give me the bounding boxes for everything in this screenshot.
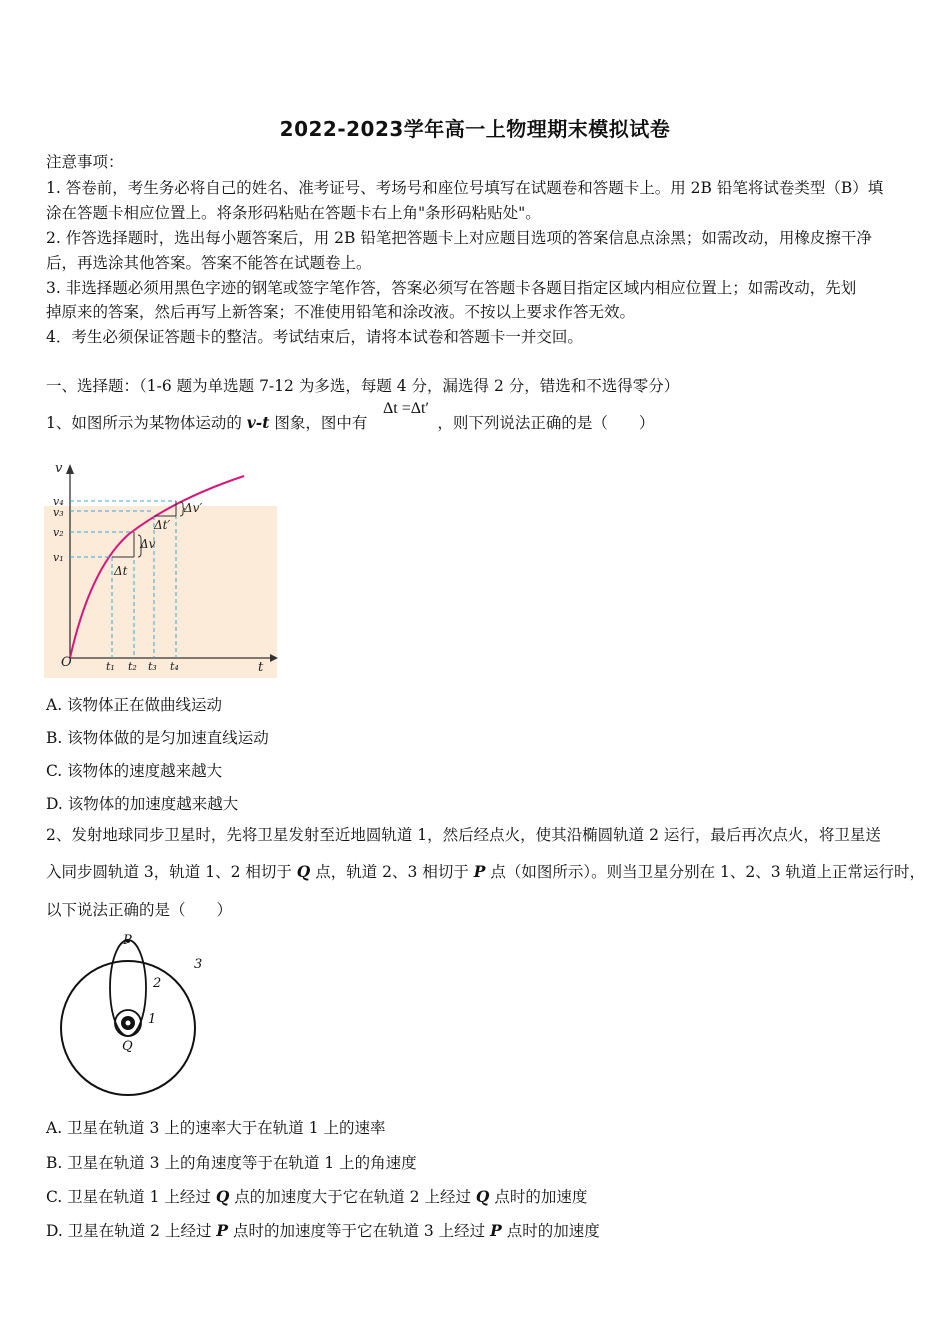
q2-option-b: B. 卫星在轨道 3 上的角速度等于在轨道 1 上的角速度 [46,1154,417,1172]
label-v4: v₄ [53,495,64,508]
q1-option-d: D. 该物体的加速度越来越大 [46,795,239,813]
label-dv2: Δv′ [184,501,203,515]
q2-line-3: 以下说法正确的是（ ） [46,901,233,919]
label-dt2: Δt′ [154,518,171,532]
label-v1: v₁ [53,551,64,564]
q2-q-point: Q [296,862,311,881]
page-title: 2022-2023学年高一上物理期末模拟试卷 [279,117,671,141]
q1-stem-a: 1、如图所示为某物体运动的 [46,414,247,432]
q2-c-part2: 点的加速度大于它在轨道 2 上经过 [229,1188,476,1206]
q1-formula: Δt =Δt′ [383,400,429,417]
t-axis-label: t [258,660,264,675]
label-t3: t₃ [148,660,157,673]
label-dv: Δv [140,537,156,551]
origin-label: O [61,655,72,670]
label-t4: t₄ [170,660,179,673]
q2-option-c [46,1185,587,1207]
notice-line-2: 涂在答题卡相应位置上。将条形码粘贴在答题卡右上角"条形码粘贴处"。 [46,204,541,222]
label-orbit-3: 3 [194,957,203,972]
q2-d-part3: 点时的加速度 [501,1222,600,1240]
q2-c-part1: C. 卫星在轨道 1 上经过 [46,1188,216,1206]
q1-option-c: C. 该物体的速度越来越大 [46,762,223,780]
notice-line-6: 掉原来的答案，然后再写上新答案；不准使用铅笔和涂改液。不按以上要求作答无效。 [46,303,636,321]
q2-option-d [46,1219,600,1241]
label-orbit-2: 2 [153,976,162,991]
notice-line-4: 后，再选涂其他答案。答案不能答在试题卷上。 [46,254,372,272]
q2-c-q1: Q [215,1187,230,1206]
v-axis-arrow [66,464,74,474]
q2-d-part1: D. 卫星在轨道 2 上经过 [46,1222,217,1240]
q2-line-1: 2、发射地球同步卫星时，先将卫星发射至近地圆轨道 1，然后经点火，使其沿椭圆轨道 2 运行，最后再次点火，将卫星送 [46,826,881,844]
vt-graph [44,456,279,678]
q1-option-b: B. 该物体做的是匀加速直线运动 [46,729,269,747]
q2-d-part2: 点时的加速度等于它在轨道 3 上经过 [228,1222,491,1240]
q2-d-p2: P [490,1221,502,1240]
label-q: Q [122,1039,133,1054]
q2-l2a: 入同步圆轨道 3，轨道 1、2 相切于 [46,863,297,881]
q1-option-a: A. 该物体正在做曲线运动 [46,696,223,714]
notice-line-1: 1. 答卷前，考生务必将自己的姓名、准考证号、考场号和座位号填写在试题卷和答题卡上。用 2B 铅笔将试卷类型（B）填 [46,179,884,197]
orbit-diagram [56,932,206,1097]
label-v2: v₂ [53,526,64,539]
q2-l2b: 点，轨道 2、3 相切于 [310,863,474,881]
label-t2: t₂ [128,660,137,673]
q1-stem-c: ，则下列说法正确的是（ ） [437,414,655,432]
question-1-stem [46,413,654,433]
q2-c-q2: Q [475,1187,490,1206]
label-p: P [123,933,132,948]
label-dt: Δt [114,564,128,578]
q2-c-part3: 点时的加速度 [489,1188,588,1206]
section-heading: 一、选择题：（1-6 题为单选题 7-12 为多选，每题 4 分，漏选得 2 分，错选和不选得零分） [46,377,680,395]
q2-line-2 [46,862,925,882]
q2-option-a: A. 卫星在轨道 3 上的速率大于在轨道 1 上的速率 [46,1119,386,1137]
q1-stem-vt: v-t [246,413,270,432]
label-v3: v₃ [53,506,64,519]
label-orbit-1: 1 [148,1012,157,1027]
v-axis-label: v [55,461,63,476]
q2-d-p1: P [216,1221,229,1240]
notice-line-3: 2. 作答选择题时，选出每小题答案后，用 2B 铅笔把答题卡上对应题目选项的答案信息点涂黑；如需改动，用橡皮擦干净 [46,229,872,247]
label-t1: t₁ [106,660,115,673]
q2-l2c: 点（如图所示）。则当卫星分别在 1、2、3 轨道上正常运行时， [485,863,926,881]
notice-line-7: 4．考生必须保证答题卡的整洁。考试结束后，请将本试卷和答题卡一并交回。 [46,328,583,346]
notice-heading: 注意事项： [46,153,124,171]
earth-center [126,1021,131,1026]
q1-stem-b: 图象，图中有 [269,414,368,432]
notice-line-5: 3. 非选择题必须用黑色字迹的钢笔或签字笔作答，答案必须写在答题卡各题目指定区域内相应位置上；如需改动，先划 [46,279,857,297]
q2-p-point: P [473,862,486,881]
